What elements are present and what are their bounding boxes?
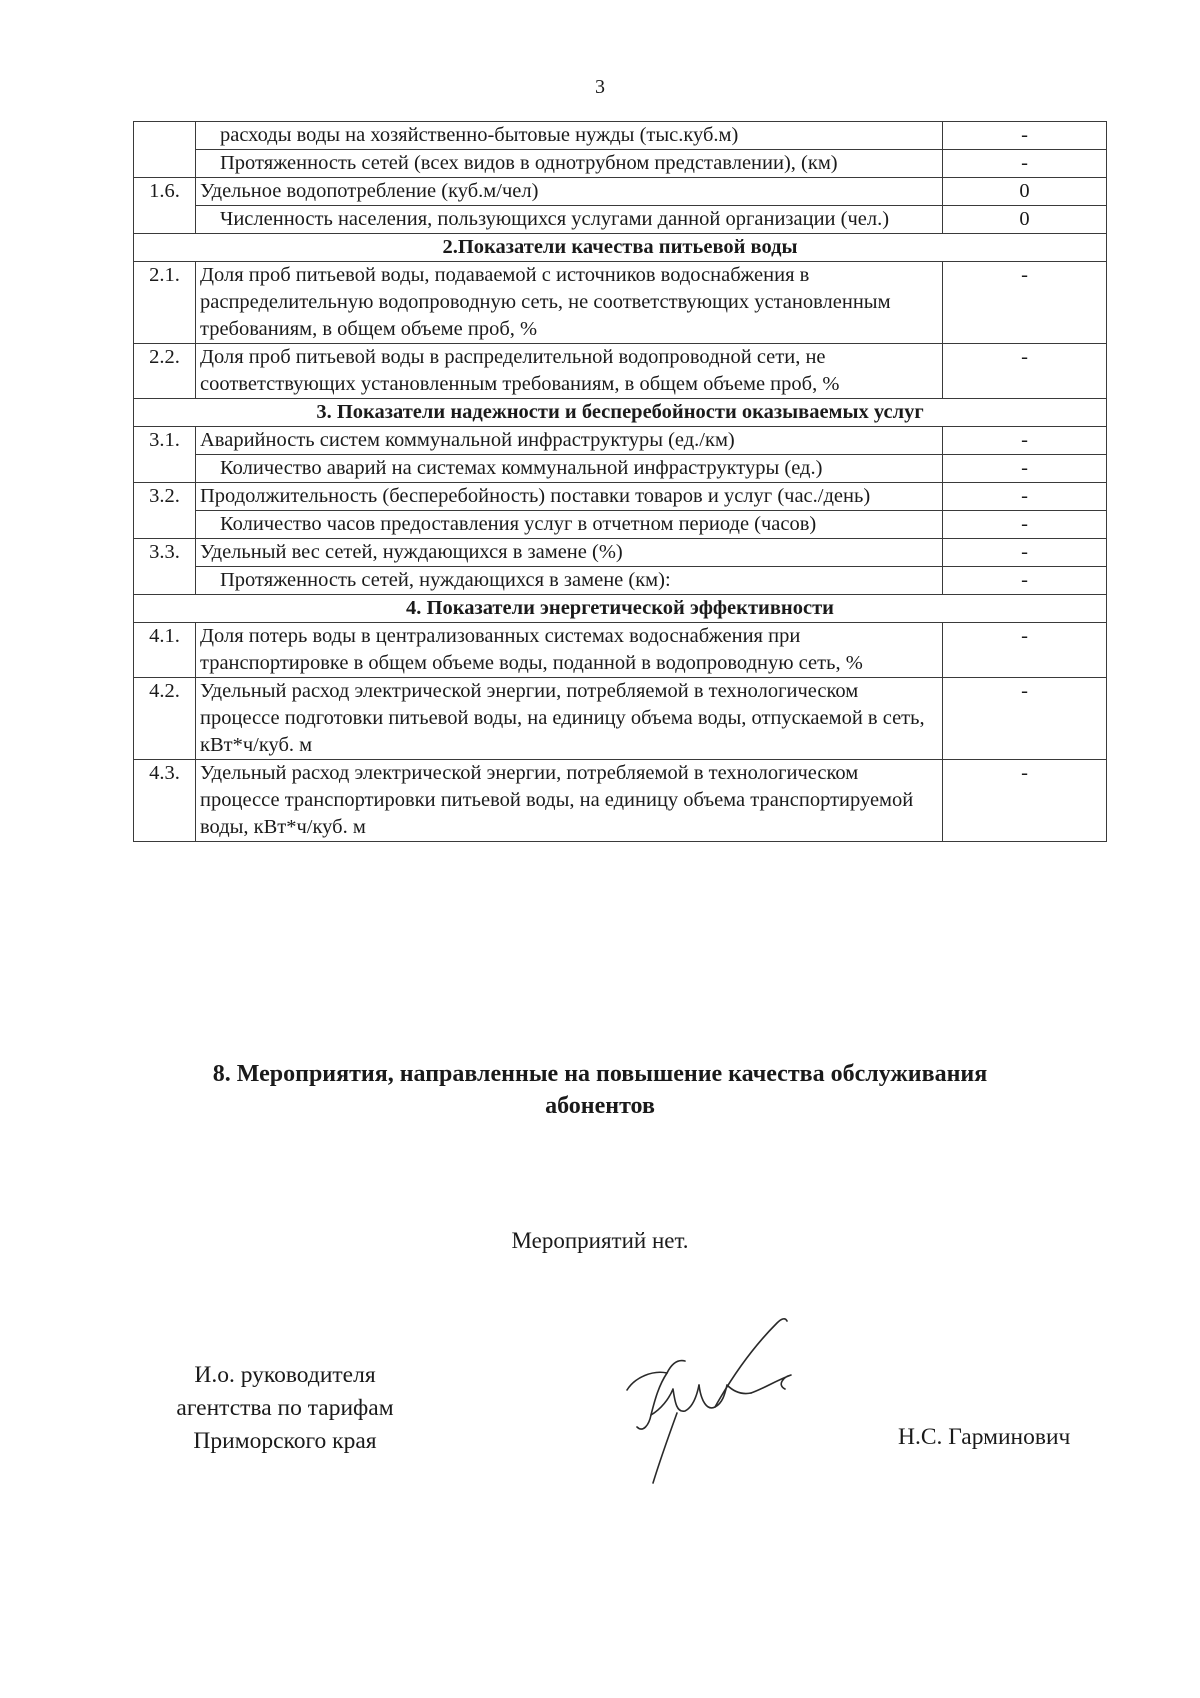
section-8-heading: 8. Мероприятия, направленные на повышение качества обслуживания <box>212 1061 988 1087</box>
indicator-number: 3.2. <box>134 483 196 539</box>
indicator-value: - <box>943 539 1107 567</box>
indicator-row <box>134 455 1107 483</box>
indicator-row <box>134 567 1107 595</box>
indicator-value: - <box>943 483 1107 511</box>
indicator-value: - <box>943 567 1107 595</box>
indicator-value: - <box>943 623 1107 678</box>
indicator-number: 4.2. <box>134 678 196 760</box>
indicator-value: - <box>943 344 1107 399</box>
indicator-name: Удельное водопотребление (куб.м/чел) <box>196 178 943 206</box>
signatory-title-line: И.о. руководителя <box>194 1362 376 1388</box>
indicator-row <box>134 511 1107 539</box>
indicator-row <box>134 678 1107 760</box>
indicators-table <box>133 121 1107 842</box>
indicator-number: 2.2. <box>134 344 196 399</box>
indicator-number: 2.1. <box>134 262 196 344</box>
indicator-row <box>134 427 1107 455</box>
indicator-value: - <box>943 678 1107 760</box>
signatory-name: Н.С. Гарминович <box>898 1424 1071 1450</box>
indicator-name: Численность населения, пользующихся услугами данной организации (чел.) <box>196 206 943 234</box>
indicator-row <box>134 206 1107 234</box>
section-row <box>134 399 1107 427</box>
section-8-text: Мероприятий нет. <box>511 1228 689 1253</box>
indicator-row <box>134 262 1107 344</box>
indicator-number: 3.1. <box>134 427 196 483</box>
indicator-value: - <box>943 511 1107 539</box>
section-8-heading-cont: абонентов <box>545 1093 655 1119</box>
indicator-value: - <box>943 262 1107 344</box>
indicator-row <box>134 344 1107 399</box>
section-row <box>134 234 1107 262</box>
section-row <box>134 595 1107 623</box>
indicator-value: - <box>943 122 1107 150</box>
indicator-name: Протяженность сетей (всех видов в однотрубном представлении), (км) <box>196 150 943 178</box>
signatory-title-line: агентства по тарифам <box>176 1395 394 1421</box>
indicator-row <box>134 760 1107 842</box>
indicator-name: Продолжительность (бесперебойность) поставки товаров и услуг (час./день) <box>196 483 943 511</box>
indicator-value: 0 <box>943 206 1107 234</box>
indicator-name: Доля проб питьевой воды, подаваемой с источников водоснабжения в распределительную водопроводную сеть, не соответствующих установленным требованиям, в общем объеме проб, % <box>196 262 943 344</box>
indicator-value: 0 <box>943 178 1107 206</box>
section-title: 2.Показатели качества питьевой воды <box>134 234 1107 262</box>
indicator-name: Количество аварий на системах коммунальной инфраструктуры (ед.) <box>196 455 943 483</box>
indicator-name: Доля потерь воды в централизованных системах водоснабжения при транспортировке в общем объеме воды, поданной в водопроводную сеть, % <box>196 623 943 678</box>
signatory-title-line: Приморского края <box>193 1428 377 1454</box>
indicator-number: 4.1. <box>134 623 196 678</box>
indicator-name: Удельный расход электрической энергии, потребляемой в технологическом процессе подготовки питьевой воды, на единицу объема воды, отпускаемой в сеть, кВт*ч/куб. м <box>196 678 943 760</box>
indicator-name: Доля проб питьевой воды в распределительной водопроводной сети, не соответствующих установленным требованиям, в общем объеме проб, % <box>196 344 943 399</box>
indicator-name: Удельный расход электрической энергии, потребляемой в технологическом процессе транспортировки питьевой воды, на единицу объема транспортируемой воды, кВт*ч/куб. м <box>196 760 943 842</box>
indicator-row <box>134 539 1107 567</box>
page-number: 3 <box>595 76 605 98</box>
indicator-row <box>134 122 1107 150</box>
section-title: 4. Показатели энергетической эффективности <box>134 595 1107 623</box>
indicator-name: расходы воды на хозяйственно-бытовые нужды (тыс.куб.м) <box>196 122 943 150</box>
indicator-row <box>134 150 1107 178</box>
section-title: 3. Показатели надежности и бесперебойности оказываемых услуг <box>134 399 1107 427</box>
indicator-value: - <box>943 427 1107 455</box>
indicator-value: - <box>943 760 1107 842</box>
handwritten-signature <box>615 1315 845 1495</box>
indicator-number: 4.3. <box>134 760 196 842</box>
indicator-row <box>134 623 1107 678</box>
indicator-name: Удельный вес сетей, нуждающихся в замене (%) <box>196 539 943 567</box>
indicator-number <box>134 122 196 178</box>
indicator-name: Протяженность сетей, нуждающихся в замене (км): <box>196 567 943 595</box>
indicator-name: Количество часов предоставления услуг в отчетном периоде (часов) <box>196 511 943 539</box>
indicator-row <box>134 483 1107 511</box>
indicator-number: 1.6. <box>134 178 196 234</box>
indicator-number: 3.3. <box>134 539 196 595</box>
indicator-value: - <box>943 455 1107 483</box>
signatory-title <box>140 1359 430 1458</box>
indicator-row <box>134 178 1107 206</box>
indicator-name: Аварийность систем коммунальной инфраструктуры (ед./км) <box>196 427 943 455</box>
indicator-value: - <box>943 150 1107 178</box>
